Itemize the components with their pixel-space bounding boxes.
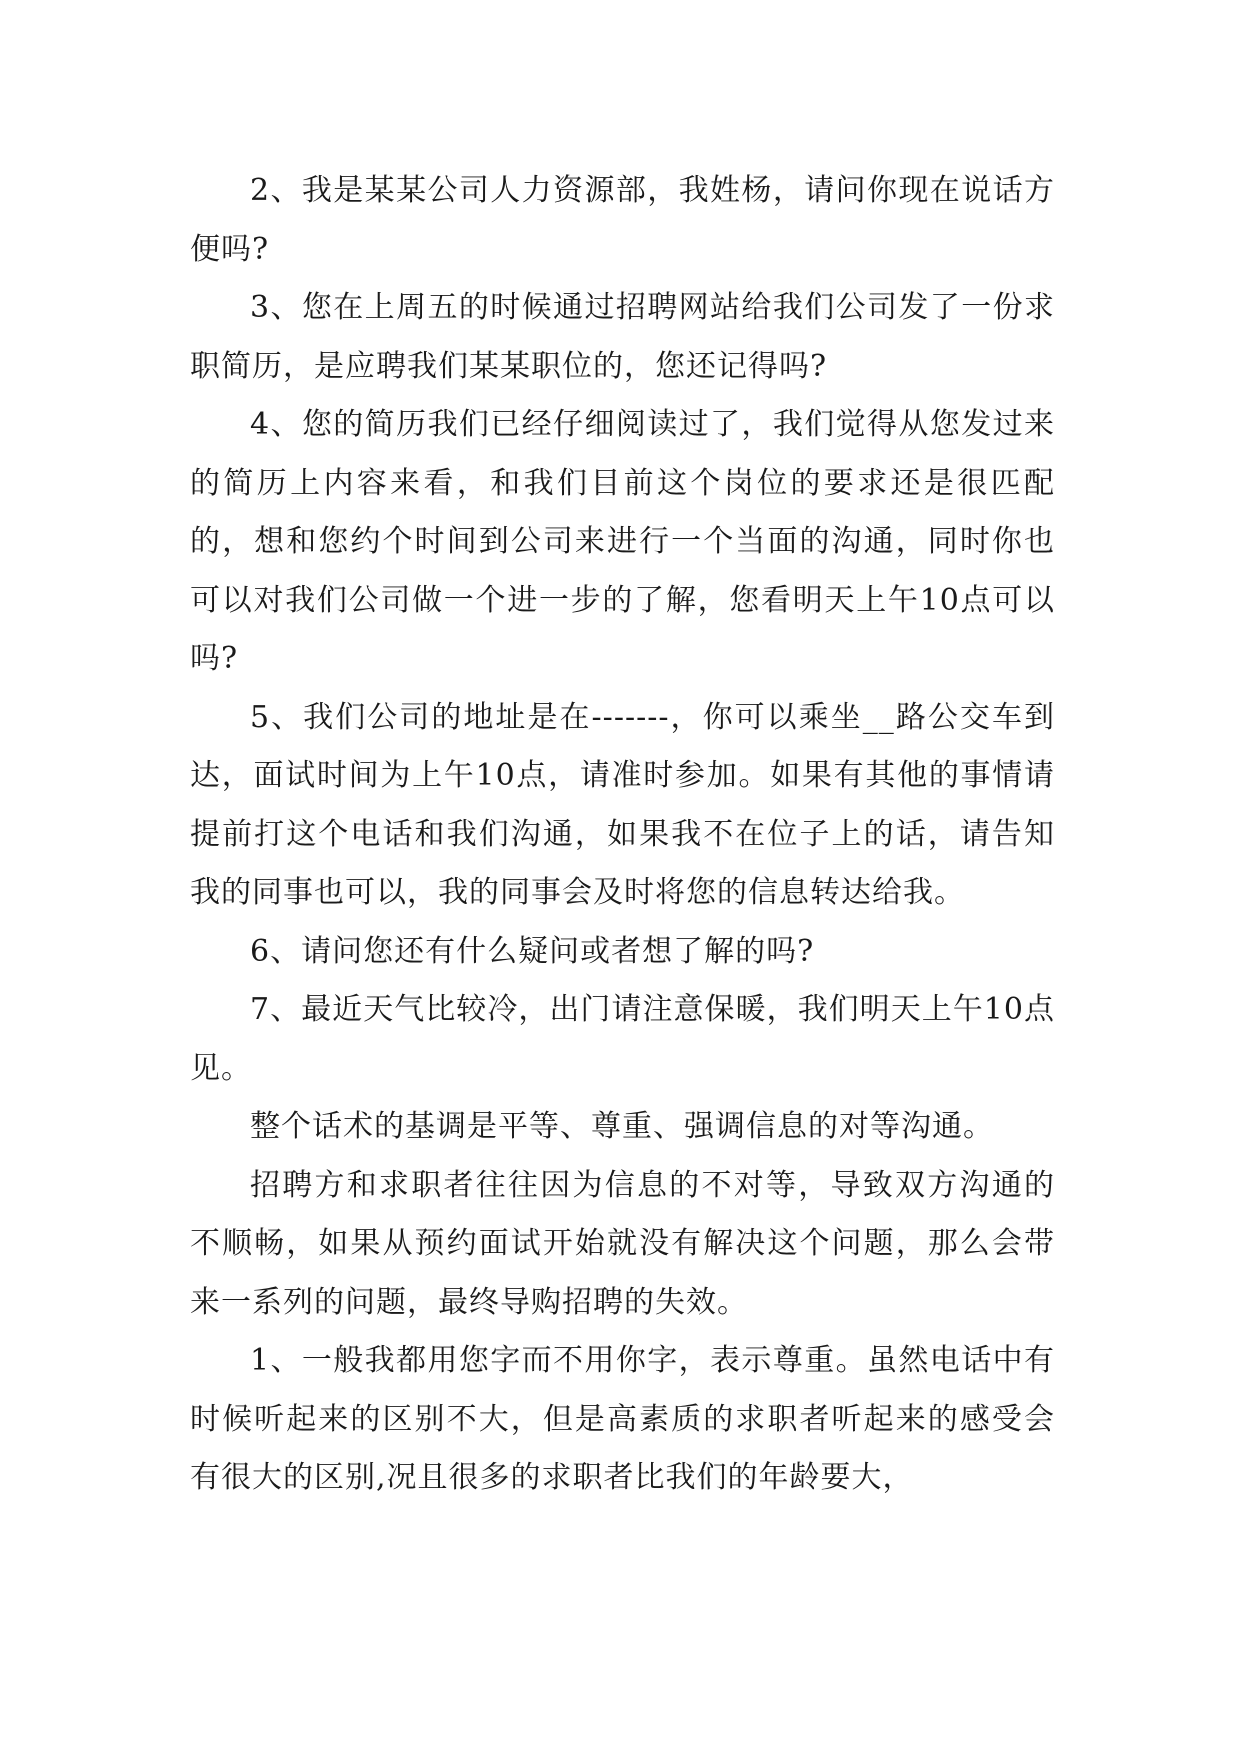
- paragraph-5: 5、我们公司的地址是在-------，你可以乘坐__路公交车到达，面试时间为上午10点，请准时参加。如果有其他的事情请提前打这个电话和我们沟通，如果我不在位子上的话，请告知我的同事也可以，我的同事会及时将您的信息转达给我。: [190, 699, 1055, 910]
- paragraph-7: 7、最近天气比较冷，出门请注意保暖，我们明天上午10点见。: [190, 992, 1055, 1086]
- document-body: [190, 162, 1055, 1508]
- paragraph-point-1: 1、一般我都用您字而不用你字，表示尊重。虽然电话中有时候听起来的区别不大，但是高素质的求职者听起来的感受会有很大的区别,况且很多的求职者比我们的年龄要大，: [190, 1343, 1055, 1495]
- paragraph-6: 6、请问您还有什么疑问或者想了解的吗?: [250, 933, 815, 969]
- paragraph-explanation: 招聘方和求职者往往因为信息的不对等，导致双方沟通的不顺畅，如果从预约面试开始就没有解决这个问题，那么会带来一系列的问题，最终导购招聘的失效。: [190, 1167, 1055, 1320]
- paragraph-4: 4、您的简历我们已经仔细阅读过了，我们觉得从您发过来的简历上内容来看，和我们目前这个岗位的要求还是很匹配的，想和您约个时间到公司来进行一个当面的沟通，同时你也可以对我们公司做一个进一步的了解，您看明天上午10点可以吗?: [190, 407, 1055, 676]
- paragraph-3: 3、您在上周五的时候通过招聘网站给我们公司发了一份求职简历，是应聘我们某某职位的，您还记得吗?: [190, 290, 1055, 384]
- paragraph-summary: 整个话术的基调是平等、尊重、强调信息的对等沟通。: [250, 1109, 994, 1144]
- paragraph-2: 2、我是某某公司人力资源部，我姓杨，请问你现在说话方便吗?: [190, 173, 1055, 267]
